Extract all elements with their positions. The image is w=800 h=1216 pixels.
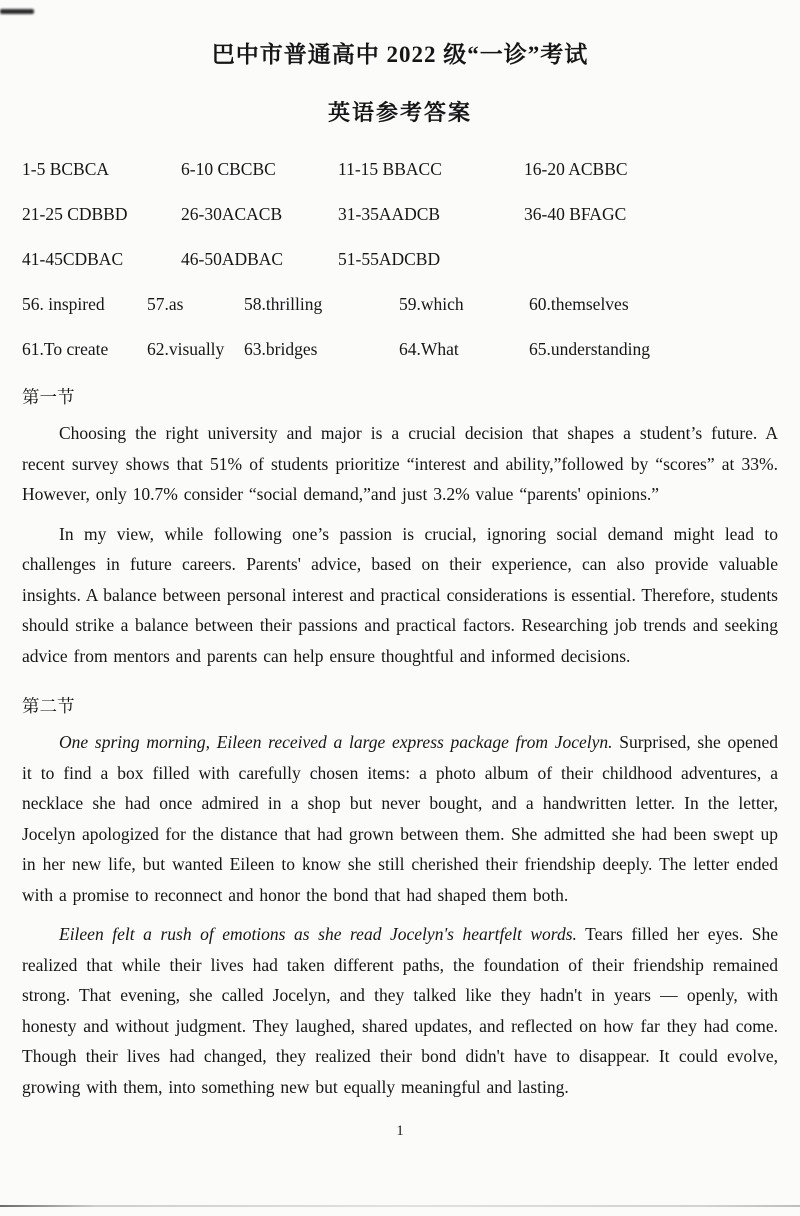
section-1 — [22, 384, 778, 671]
answer-cell: 36-40 BFAGC — [524, 204, 627, 224]
paragraph — [22, 519, 778, 672]
answer-cell: 41-45CDBAC — [22, 249, 124, 269]
section-2-heading: 第二节 — [22, 696, 75, 716]
paragraph-text: Choosing the right university and major is a crucial decision that shapes a student’s future. A recent survey shows that 51% of students prioritize “interest and ability,”followed by “scores” at 33%. However, only 10.7% consider “social demand,”and just 3.2% value “parents' opinions.” — [22, 423, 778, 504]
answer-row — [22, 204, 778, 225]
paragraph-lead: One spring morning, Eileen received a large express package from Jocelyn. — [59, 732, 613, 752]
answer-cell: 61.To create — [22, 339, 109, 359]
paragraph — [22, 727, 778, 910]
scan-artifact-bottom — [0, 1205, 800, 1207]
answer-cell: 51-55ADCBD — [338, 249, 441, 269]
answer-cell: 56. inspired — [22, 294, 105, 314]
answer-key — [22, 159, 778, 360]
answer-row — [22, 249, 778, 270]
paragraph-text: Tears filled her eyes. She realized that while their lives had taken different paths, the foundation of their friendship remained strong. That evening, she called Jocelyn, and they talked like they hadn't in years — openly, with honesty and without judgment. They laughed, shared updates, and reflected on how far they had come. Though their lives had changed, they realized their bond didn't have to disappear. It could evolve, growing with them, into something new but equally meaningful and lasting. — [22, 924, 778, 1097]
answer-row — [22, 339, 778, 360]
answer-cell: 59.which — [399, 294, 464, 314]
answer-cell: 58.thrilling — [244, 294, 323, 314]
paragraph — [22, 919, 778, 1102]
answer-cell: 31-35AADCB — [338, 204, 441, 224]
answer-cell: 16-20 ACBBC — [524, 159, 628, 179]
answer-cell: 65.understanding — [529, 339, 651, 359]
answer-row — [22, 159, 778, 180]
document-title: 巴中市普通高中 2022 级“一诊”考试 — [211, 42, 589, 67]
paragraph-text: In my view, while following one’s passion is crucial, ignoring social demand might lead to challenges in future careers. Parents' advice, based on their experience, can also provide valuable insights. A balance between personal interest and practical considerations is essential. Therefore, students should strike a balance between their passions and practical factors. Researching job trends and seeking advice from mentors and parents can help ensure thoughtful and informed decisions. — [22, 523, 778, 666]
document-subtitle: 英语参考答案 — [327, 100, 472, 125]
answer-cell: 1-5 BCBCA — [22, 159, 110, 179]
paragraph-lead: Eileen felt a rush of emotions as she read Jocelyn's heartfelt words. — [59, 924, 577, 944]
answer-cell: 6-10 CBCBC — [181, 159, 276, 179]
answer-cell: 63.bridges — [244, 339, 318, 359]
answer-row — [22, 294, 778, 315]
page-number: 1 — [396, 1123, 404, 1139]
paragraph-text: Surprised, she opened it to find a box filled with carefully chosen items: a photo album of their childhood adventures, a necklace she had once admired in a shop but never bought, and a handwritten letter. In the letter, Jocelyn apologized for the distance that had grown between them. She admitted she had been swept up in her new life, but wanted Eileen to know she still cherished their friendship deeply. The letter ended with a promise to reconnect and honor the bond that had shaped them both. — [22, 732, 778, 905]
answer-cell: 46-50ADBAC — [181, 249, 284, 269]
scan-artifact-top — [0, 9, 34, 14]
answer-cell: 26-30ACACB — [181, 204, 283, 224]
answer-cell: 64.What — [399, 339, 459, 359]
answer-cell: 11-15 BBACC — [338, 159, 442, 179]
answer-cell: 21-25 CDBBD — [22, 204, 128, 224]
answer-cell: 60.themselves — [529, 294, 629, 314]
answer-cell: 62.visually — [147, 339, 225, 359]
answer-cell: 57.as — [147, 294, 184, 314]
section-1-heading: 第一节 — [22, 387, 75, 407]
section-2 — [22, 693, 778, 1102]
paragraph — [22, 418, 778, 510]
